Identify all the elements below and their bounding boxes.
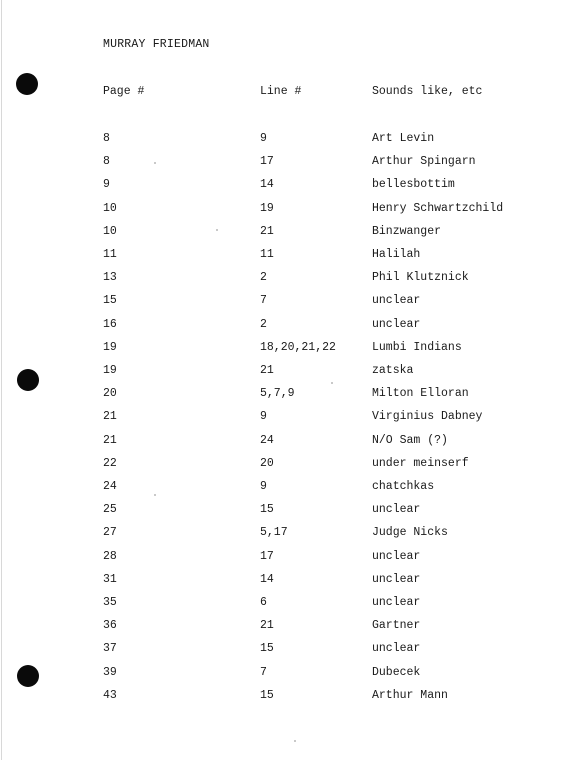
cell-line: 15 bbox=[260, 689, 274, 702]
cell-page: 15 bbox=[103, 294, 117, 307]
cell-line: 15 bbox=[260, 503, 274, 516]
cell-sounds-like: chatchkas bbox=[372, 480, 435, 493]
cell-line: 2 bbox=[260, 271, 267, 284]
cell-page: 9 bbox=[103, 178, 110, 191]
table-row bbox=[0, 248, 588, 262]
cell-sounds-like: Arthur Spingarn bbox=[372, 155, 476, 168]
cell-page: 19 bbox=[103, 341, 117, 354]
cell-page: 10 bbox=[103, 202, 117, 215]
cell-page: 20 bbox=[103, 387, 117, 400]
table-row bbox=[0, 573, 588, 587]
cell-line: 7 bbox=[260, 666, 267, 679]
cell-sounds-like: Dubecek bbox=[372, 666, 421, 679]
cell-line: 17 bbox=[260, 550, 274, 563]
scan-speck bbox=[154, 494, 156, 496]
cell-sounds-like: Lumbi Indians bbox=[372, 341, 462, 354]
cell-page: 13 bbox=[103, 271, 117, 284]
table-row bbox=[0, 132, 588, 146]
cell-line: 21 bbox=[260, 364, 274, 377]
cell-line: 5,17 bbox=[260, 526, 288, 539]
cell-line: 24 bbox=[260, 434, 274, 447]
table-row bbox=[0, 503, 588, 517]
cell-page: 39 bbox=[103, 666, 117, 679]
cell-sounds-like: Art Levin bbox=[372, 132, 435, 145]
cell-page: 8 bbox=[103, 132, 110, 145]
cell-sounds-like: N/O Sam (?) bbox=[372, 434, 448, 447]
header-sounds-like: Sounds like, etc bbox=[372, 85, 483, 98]
table-row bbox=[0, 202, 588, 216]
cell-line: 21 bbox=[260, 225, 274, 238]
header-page: Page # bbox=[103, 85, 145, 98]
cell-page: 19 bbox=[103, 364, 117, 377]
table-row bbox=[0, 155, 588, 169]
cell-sounds-like: unclear bbox=[372, 318, 421, 331]
cell-line: 19 bbox=[260, 202, 274, 215]
cell-line: 17 bbox=[260, 155, 274, 168]
cell-page: 11 bbox=[103, 248, 117, 261]
cell-sounds-like: Judge Nicks bbox=[372, 526, 448, 539]
cell-sounds-like: Halilah bbox=[372, 248, 421, 261]
cell-sounds-like: unclear bbox=[372, 550, 421, 563]
table-row bbox=[0, 294, 588, 308]
cell-line: 20 bbox=[260, 457, 274, 470]
table-row bbox=[0, 457, 588, 471]
cell-page: 21 bbox=[103, 434, 117, 447]
cell-sounds-like: Phil Klutznick bbox=[372, 271, 469, 284]
table-row bbox=[0, 526, 588, 540]
cell-page: 37 bbox=[103, 642, 117, 655]
table-row bbox=[0, 318, 588, 332]
cell-page: 8 bbox=[103, 155, 110, 168]
table-row bbox=[0, 225, 588, 239]
cell-page: 31 bbox=[103, 573, 117, 586]
cell-page: 25 bbox=[103, 503, 117, 516]
table-row bbox=[0, 387, 588, 401]
cell-line: 2 bbox=[260, 318, 267, 331]
table-row bbox=[0, 550, 588, 564]
table-row bbox=[0, 341, 588, 355]
cell-page: 35 bbox=[103, 596, 117, 609]
cell-page: 43 bbox=[103, 689, 117, 702]
cell-sounds-like: unclear bbox=[372, 573, 421, 586]
scan-speck bbox=[331, 382, 333, 384]
cell-line: 21 bbox=[260, 619, 274, 632]
cell-line: 6 bbox=[260, 596, 267, 609]
table-row bbox=[0, 642, 588, 656]
cell-page: 27 bbox=[103, 526, 117, 539]
cell-page: 22 bbox=[103, 457, 117, 470]
cell-line: 14 bbox=[260, 573, 274, 586]
cell-sounds-like: Gartner bbox=[372, 619, 421, 632]
cell-sounds-like: Virginius Dabney bbox=[372, 410, 483, 423]
cell-sounds-like: Arthur Mann bbox=[372, 689, 448, 702]
cell-page: 28 bbox=[103, 550, 117, 563]
cell-line: 9 bbox=[260, 132, 267, 145]
cell-line: 9 bbox=[260, 480, 267, 493]
cell-line: 15 bbox=[260, 642, 274, 655]
cell-sounds-like: unclear bbox=[372, 294, 421, 307]
cell-sounds-like: zatska bbox=[372, 364, 414, 377]
cell-line: 18,20,21,22 bbox=[260, 341, 336, 354]
cell-sounds-like: under meinserf bbox=[372, 457, 469, 470]
cell-line: 7 bbox=[260, 294, 267, 307]
cell-page: 21 bbox=[103, 410, 117, 423]
cell-line: 11 bbox=[260, 248, 274, 261]
cell-sounds-like: unclear bbox=[372, 596, 421, 609]
cell-page: 10 bbox=[103, 225, 117, 238]
header-line: Line # bbox=[260, 85, 302, 98]
table-row bbox=[0, 666, 588, 680]
table-row bbox=[0, 596, 588, 610]
cell-page: 36 bbox=[103, 619, 117, 632]
table-row bbox=[0, 271, 588, 285]
cell-line: 5,7,9 bbox=[260, 387, 295, 400]
table-row bbox=[0, 364, 588, 378]
table-row bbox=[0, 689, 588, 703]
table-row bbox=[0, 178, 588, 192]
scan-speck bbox=[294, 740, 296, 742]
cell-page: 24 bbox=[103, 480, 117, 493]
cell-page: 16 bbox=[103, 318, 117, 331]
cell-sounds-like: unclear bbox=[372, 503, 421, 516]
cell-line: 9 bbox=[260, 410, 267, 423]
table-row bbox=[0, 480, 588, 494]
cell-sounds-like: Milton Elloran bbox=[372, 387, 469, 400]
table-row bbox=[0, 619, 588, 633]
cell-sounds-like: bellesbottim bbox=[372, 178, 455, 191]
cell-line: 14 bbox=[260, 178, 274, 191]
table-row bbox=[0, 410, 588, 424]
document-title: MURRAY FRIEDMAN bbox=[103, 38, 210, 51]
table-row bbox=[0, 434, 588, 448]
cell-sounds-like: Henry Schwartzchild bbox=[372, 202, 504, 215]
table-header bbox=[0, 85, 588, 99]
cell-sounds-like: Binzwanger bbox=[372, 225, 442, 238]
cell-sounds-like: unclear bbox=[372, 642, 421, 655]
